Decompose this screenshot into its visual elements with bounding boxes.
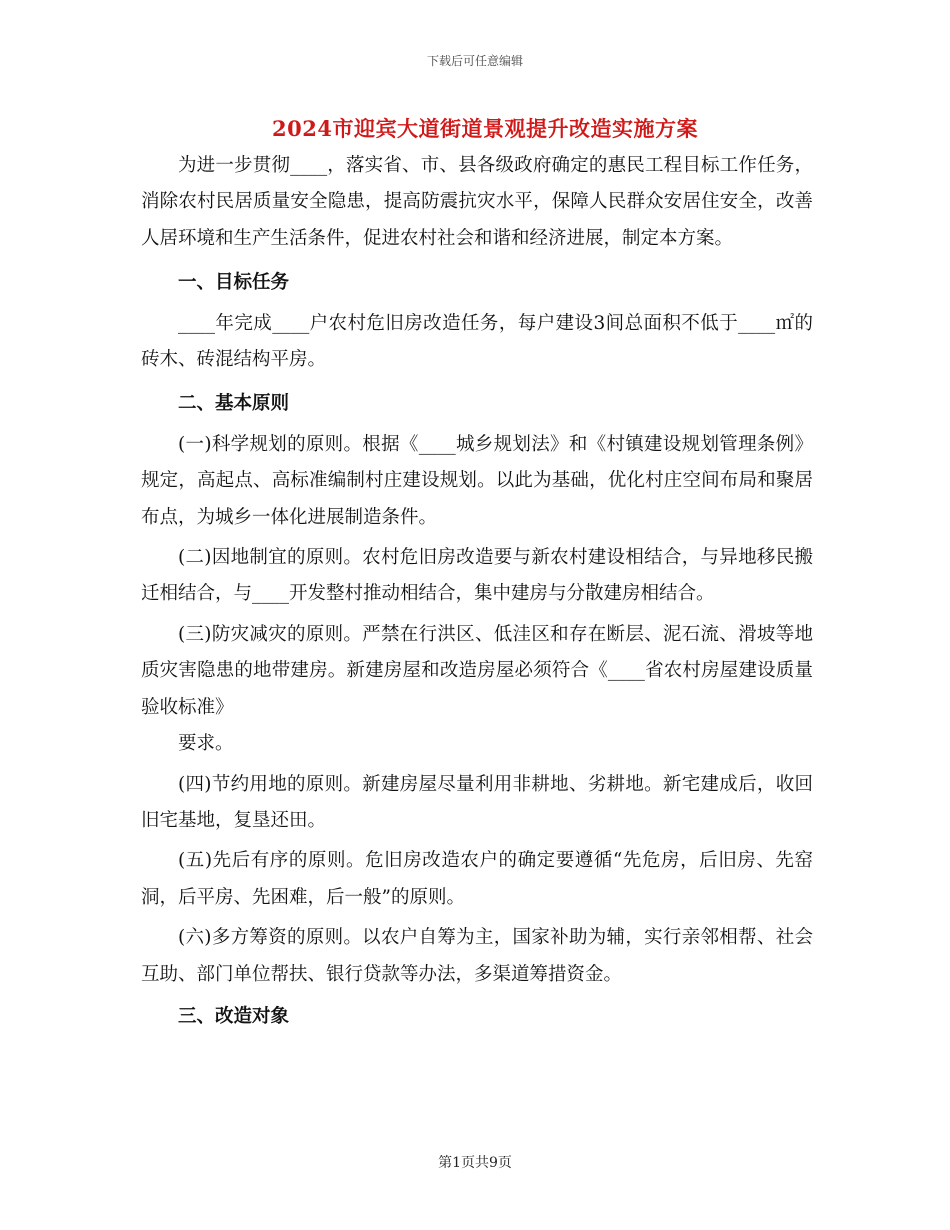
header-note: 下载后可任意编辑 — [426, 54, 523, 68]
principle-paragraph-5: (五)先后有序的原则。危旧房改造农户的确定要遵循“先危房，后旧房、先窑洞，后平房、先困难，后一般”的原则。 — [141, 850, 813, 908]
section-heading-targets: 三、改造对象 — [178, 1005, 290, 1027]
section-heading-principles: 二、基本原则 — [178, 393, 290, 415]
intro-paragraph: 为进一步贯彻____，落实省、市、县各级政府确定的惠民工程目标工作任务，消除农村民居质量安全隐患，提高防震抗灾水平，保障人民群众安居住安全，改善人居环境和生产生活条件，促进农村社会和谐和经济进展，制定本方案。 — [141, 155, 813, 249]
principle-paragraph-2: (二)因地制宜的原则。农村危旧房改造要与新农村建设相结合，与异地移民搬迁相结合，与____开发整村推动相结合，集中建房与分散建房相结合。 — [141, 547, 813, 605]
principle-paragraph-3-tail: 要求。 — [178, 733, 234, 755]
document-body — [141, 148, 813, 1035]
page-number: 第1页共9页 — [438, 1155, 512, 1171]
section-heading-goals: 一、目标任务 — [178, 272, 290, 294]
principle-paragraph-4: (四)节约用地的原则。新建房屋尽量利用非耕地、劣耕地。新宅建成后，收回旧宅基地，复垦还田。 — [141, 773, 813, 831]
principle-paragraph-6: (六)多方筹资的原则。以农户自筹为主，国家补助为辅，实行亲邻相帮、社会互助、部门单位帮扶、银行贷款等办法，多渠道筹措资金。 — [141, 927, 813, 985]
goals-paragraph: ____年完成____户农村危旧房改造任务，每户建设3间总面积不低于____㎡的砖木、砖混结构平房。 — [141, 312, 813, 371]
document-title: 2024市迎宾大道街道景观提升改造实施方案 — [272, 116, 698, 141]
principle-paragraph-1: (一)科学规划的原则。根据《____城乡规划法》和《村镇建设规划管理条例》规定，高起点、高标准编制村庄建设规划。以此为基础，优化村庄空间布局和聚居布点，为城乡一体化进展制造条件。 — [141, 433, 813, 528]
principle-paragraph-3: (三)防灾减灾的原则。严禁在行洪区、低洼区和存在断层、泥石流、滑坡等地质灾害隐患的地带建房。新建房屋和改造房屋必须符合《____省农村房屋建设质量验收标准》 — [141, 623, 813, 718]
